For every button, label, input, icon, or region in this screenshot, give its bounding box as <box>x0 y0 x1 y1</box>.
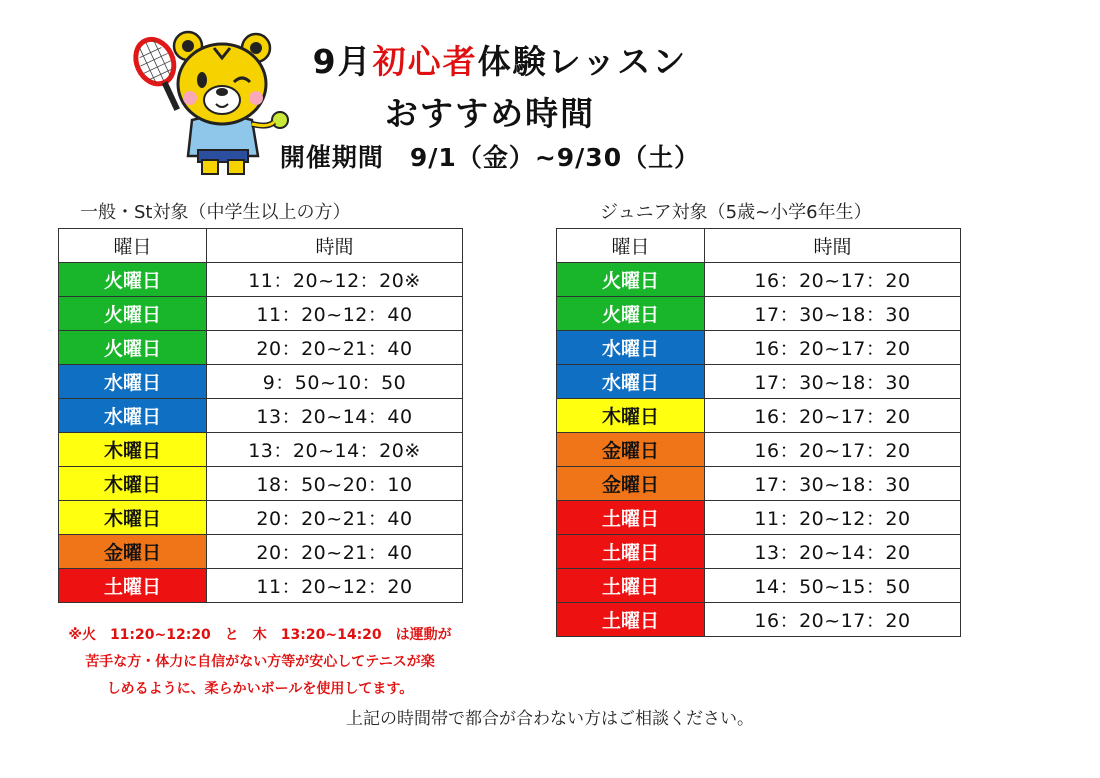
page-title <box>70 36 930 83</box>
table-row <box>557 433 961 467</box>
table-row <box>557 467 961 501</box>
day-cell: 金曜日 <box>557 433 705 467</box>
note-line: 苦手な方・体力に自信がない方等が安心してテニスが楽 <box>85 654 435 670</box>
title-suffix: 体験レッスン <box>477 42 688 81</box>
table-row <box>59 433 463 467</box>
header-time: 時間 <box>705 229 961 263</box>
day-cell: 木曜日 <box>557 399 705 433</box>
day-cell: 土曜日 <box>557 569 705 603</box>
time-cell: 11：20~12：20 <box>705 501 961 535</box>
table-row <box>557 365 961 399</box>
table-row <box>557 331 961 365</box>
title-prefix: 9月 <box>312 42 373 81</box>
day-cell: 土曜日 <box>557 501 705 535</box>
day-cell: 土曜日 <box>557 535 705 569</box>
general-table-caption: 一般・St対象（中学生以上の方） <box>80 202 351 223</box>
table-row <box>557 297 961 331</box>
header-day: 曜日 <box>59 229 207 263</box>
table-row <box>557 569 961 603</box>
event-period: 開催期間 9/1（金）~9/30（土） <box>279 143 701 172</box>
day-cell: 火曜日 <box>557 263 705 297</box>
time-cell: 20：20~21：40 <box>207 501 463 535</box>
junior-table-caption: ジュニア対象（5歳~小学6年生） <box>600 202 872 223</box>
day-cell: 土曜日 <box>557 603 705 637</box>
day-cell: 水曜日 <box>557 365 705 399</box>
day-cell: 火曜日 <box>557 297 705 331</box>
soft-ball-note <box>58 622 462 703</box>
table-header-row <box>557 229 961 263</box>
day-cell: 金曜日 <box>59 535 207 569</box>
header-time: 時間 <box>207 229 463 263</box>
day-cell: 水曜日 <box>59 365 207 399</box>
day-cell: 木曜日 <box>59 433 207 467</box>
time-cell: 16：20~17：20 <box>705 263 961 297</box>
table-row <box>59 365 463 399</box>
day-cell: 木曜日 <box>59 501 207 535</box>
time-cell: 11：20~12：20 <box>207 569 463 603</box>
time-cell: 11：20~12：20※ <box>207 263 463 297</box>
footer-consultation-text: 上記の時間帯で都合が合わない方はご相談ください。 <box>346 709 754 729</box>
note-line: しめるように、柔らかいボールを使用してます。 <box>106 681 414 697</box>
time-cell: 17：30~18：30 <box>705 365 961 399</box>
day-cell: 水曜日 <box>59 399 207 433</box>
table-row <box>557 263 961 297</box>
day-cell: 土曜日 <box>59 569 207 603</box>
time-cell: 18：50~20：10 <box>207 467 463 501</box>
time-cell: 13：20~14：20※ <box>207 433 463 467</box>
table-row <box>557 603 961 637</box>
table-row <box>59 535 463 569</box>
day-cell: 火曜日 <box>59 297 207 331</box>
time-cell: 17：30~18：30 <box>705 297 961 331</box>
general-schedule-table <box>58 228 463 603</box>
note-line: ※火 11:20~12:20 と 木 13:20~14:20 は運動が <box>68 627 452 643</box>
page-subtitle: おすすめ時間 <box>384 94 596 133</box>
header-day: 曜日 <box>557 229 705 263</box>
day-cell: 水曜日 <box>557 331 705 365</box>
time-cell: 16：20~17：20 <box>705 331 961 365</box>
table-row <box>59 569 463 603</box>
time-cell: 13：20~14：40 <box>207 399 463 433</box>
time-cell: 16：20~17：20 <box>705 603 961 637</box>
time-cell: 20：20~21：40 <box>207 535 463 569</box>
day-cell: 木曜日 <box>59 467 207 501</box>
day-cell: 金曜日 <box>557 467 705 501</box>
table-row <box>557 399 961 433</box>
day-cell: 火曜日 <box>59 263 207 297</box>
table-row <box>59 297 463 331</box>
time-cell: 14：50~15：50 <box>705 569 961 603</box>
title-highlight: 初心者 <box>372 42 478 81</box>
time-cell: 20：20~21：40 <box>207 331 463 365</box>
time-cell: 11：20~12：40 <box>207 297 463 331</box>
table-row <box>59 501 463 535</box>
table-row <box>59 263 463 297</box>
time-cell: 13：20~14：20 <box>705 535 961 569</box>
time-cell: 17：30~18：30 <box>705 467 961 501</box>
day-cell: 火曜日 <box>59 331 207 365</box>
table-row <box>557 535 961 569</box>
table-row <box>59 399 463 433</box>
time-cell: 16：20~17：20 <box>705 399 961 433</box>
time-cell: 16：20~17：20 <box>705 433 961 467</box>
table-row <box>557 501 961 535</box>
junior-schedule-table <box>556 228 961 637</box>
table-row <box>59 467 463 501</box>
table-row <box>59 331 463 365</box>
table-header-row <box>59 229 463 263</box>
time-cell: 9：50~10：50 <box>207 365 463 399</box>
